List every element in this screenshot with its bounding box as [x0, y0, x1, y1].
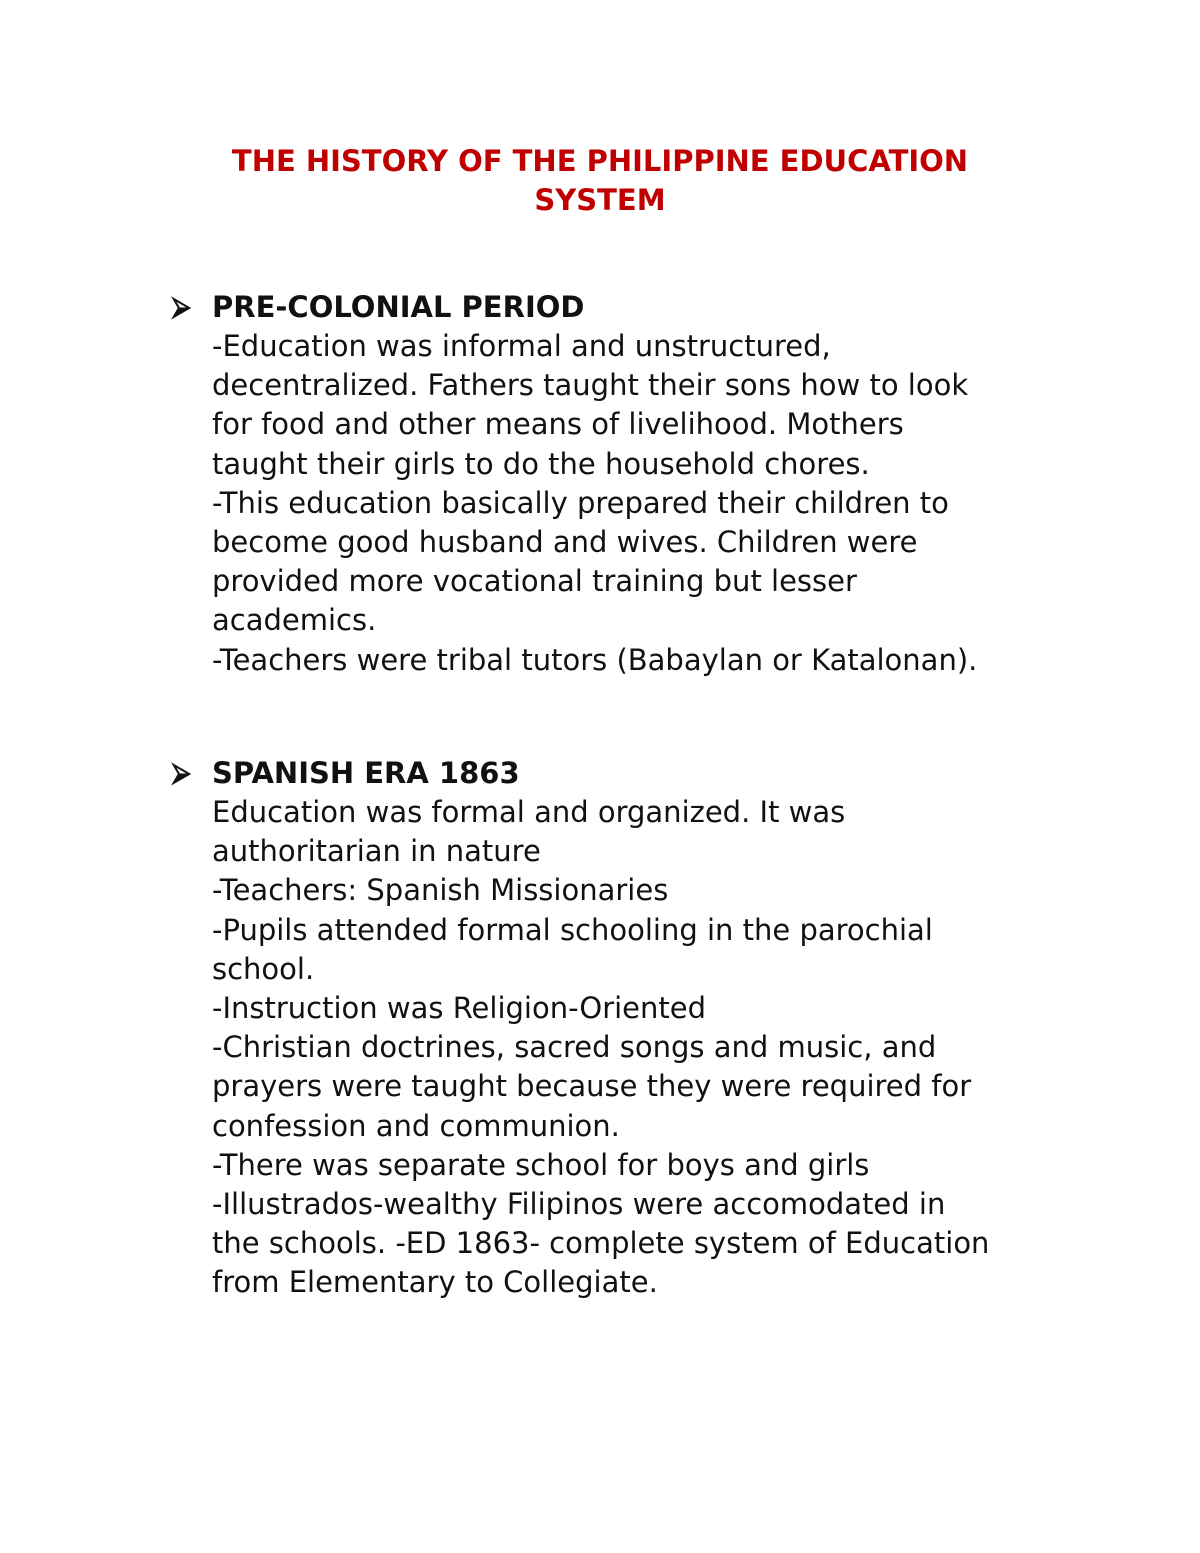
- arrowhead-bullet-icon: ⮚: [172, 292, 191, 322]
- body-line: Education was formal and organized. It was: [212, 795, 846, 829]
- body-line: -Education was informal and unstructured,: [212, 329, 831, 363]
- body-line: academics.: [212, 603, 377, 638]
- body-line: -Instruction was Religion-Oriented: [212, 991, 707, 1026]
- section-heading: PRE-COLONIAL PERIOD: [212, 290, 585, 324]
- body-line: school.: [212, 951, 315, 986]
- body-line: -Christian doctrines, sacred songs and music, and: [212, 1030, 937, 1065]
- body-line: authoritarian in nature: [212, 834, 541, 869]
- section-body: [212, 327, 1072, 680]
- body-line: for food and other means of livelihood. Mothers: [212, 407, 904, 442]
- body-line: -Illustrados-wealthy Filipinos were accomodated in: [212, 1187, 946, 1222]
- body-line: prayers were taught because they were required for: [212, 1069, 972, 1104]
- section-heading: SPANISH ERA 1863: [212, 756, 520, 790]
- body-line: the schools. -ED 1863- complete system of Education: [212, 1226, 990, 1261]
- arrowhead-bullet-icon: ⮚: [172, 758, 191, 788]
- body-line: taught their girls to do the household chores.: [212, 446, 870, 481]
- body-line: provided more vocational training but lesser: [212, 564, 857, 599]
- title-line-1: THE HISTORY OF THE PHILIPPINE EDUCATION: [231, 144, 969, 178]
- title-line-2: SYSTEM: [534, 183, 666, 217]
- body-line: confession and communion.: [212, 1108, 620, 1143]
- section-body: [212, 793, 1072, 1303]
- document-title: [160, 142, 1040, 220]
- section-pre-colonial: [172, 287, 1072, 680]
- body-line: -This education basically prepared their children to: [212, 485, 949, 520]
- body-line: -Pupils attended formal schooling in the parochial: [212, 912, 933, 947]
- section-header: [172, 753, 1072, 793]
- body-line: -Teachers were tribal tutors (Babaylan or Katalonan).: [212, 642, 978, 677]
- body-line: -There was separate school for boys and girls: [212, 1147, 870, 1182]
- body-line: become good husband and wives. Children were: [212, 525, 918, 560]
- body-line: -Teachers: Spanish Missionaries: [212, 873, 669, 908]
- section-spanish-era: [172, 753, 1072, 1303]
- body-line: decentralized. Fathers taught their sons how to look: [212, 368, 969, 403]
- body-line: from Elementary to Collegiate.: [212, 1265, 658, 1300]
- section-header: [172, 287, 1072, 327]
